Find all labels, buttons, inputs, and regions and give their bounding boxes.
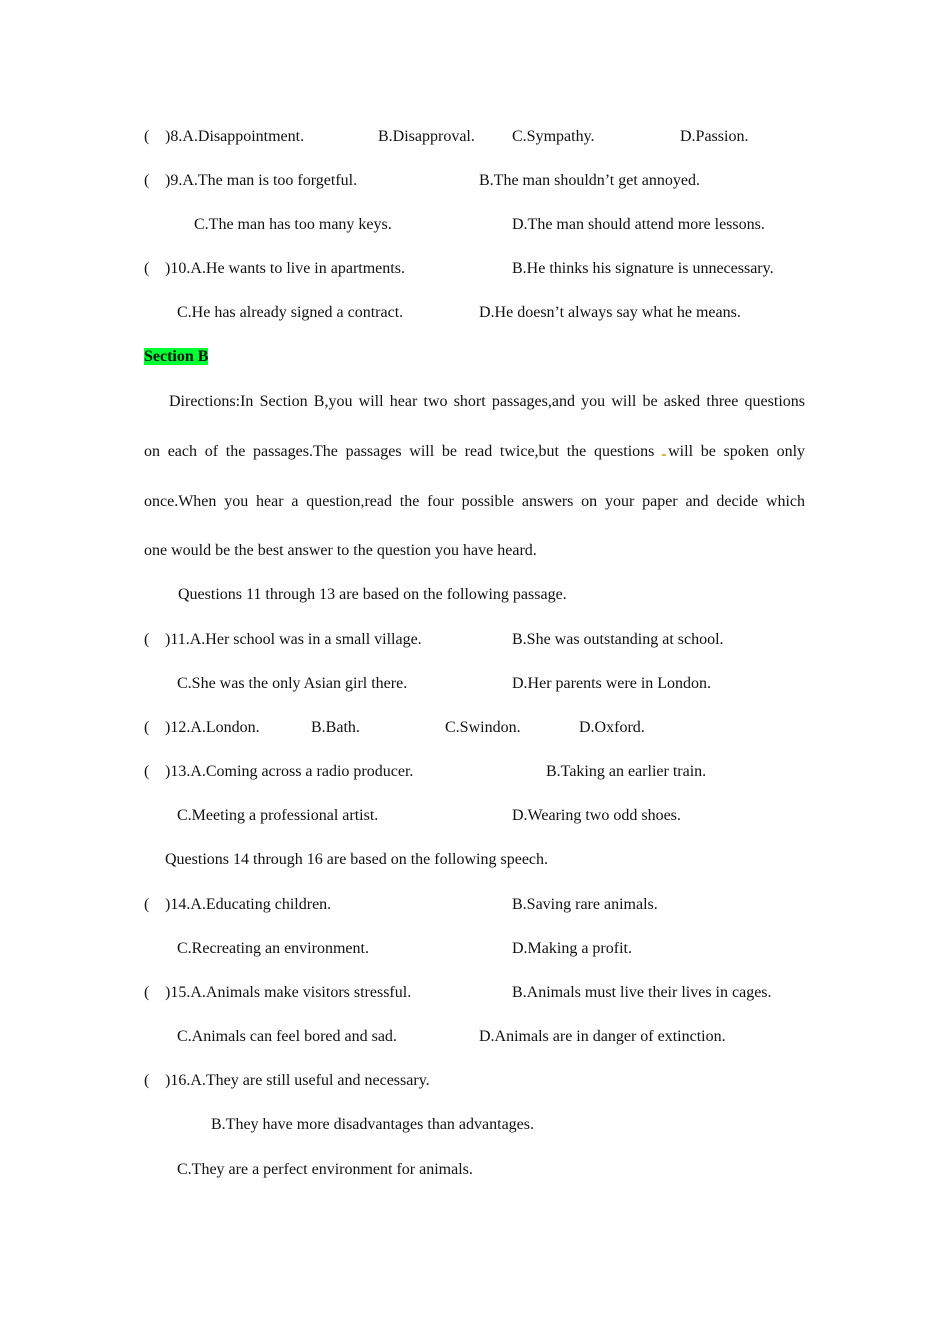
q12-option-a: )12.A.London.: [165, 719, 260, 736]
q14-option-b: B.Saving rare animals.: [512, 896, 658, 913]
directions-line-4: one would be the best answer to the question you have heard.: [144, 542, 537, 559]
q15-option-b: B.Animals must live their lives in cages.: [512, 984, 772, 1001]
section-b-heading: [144, 347, 208, 367]
q8-option-a: )8.A.Disappointment.: [165, 128, 305, 145]
q10-option-b: B.He thinks his signature is unnecessary.: [512, 260, 774, 277]
directions-line-2: [144, 442, 805, 462]
mark-icon: [662, 454, 666, 456]
q16-option-a: )16.A.They are still useful and necessary.: [165, 1072, 430, 1089]
q11-option-d: D.Her parents were in London.: [512, 675, 712, 692]
section-b-label: Section B: [144, 348, 209, 365]
q12-paren: (: [144, 719, 150, 736]
directions-line-2a: on each of the passages.The passages will be read twice,but the questions: [144, 443, 655, 460]
q13-paren: (: [144, 763, 150, 780]
q8-option-d: D.Passion.: [680, 128, 749, 145]
q9-option-a: )9.A.The man is too forgetful.: [165, 172, 358, 189]
q14-option-d: D.Making a profit.: [512, 940, 632, 957]
q9-option-c: C.The man has too many keys.: [194, 216, 392, 233]
q15-option-c: C.Animals can feel bored and sad.: [177, 1028, 397, 1045]
q14-option-c: C.Recreating an environment.: [177, 940, 369, 957]
q11-option-c: C.She was the only Asian girl there.: [177, 675, 408, 692]
q10-option-a: )10.A.He wants to live in apartments.: [165, 260, 405, 277]
q15-option-d: D.Animals are in danger of extinction.: [479, 1028, 726, 1045]
q8-option-c: C.Sympathy.: [512, 128, 595, 145]
q15-paren: (: [144, 984, 150, 1001]
q8-paren: (: [144, 128, 150, 145]
q15-option-a: )15.A.Animals make visitors stressful.: [165, 984, 412, 1001]
q16-paren: (: [144, 1072, 150, 1089]
q12-option-c: C.Swindon.: [445, 719, 521, 736]
q12-option-b: B.Bath.: [311, 719, 360, 736]
q14-paren: (: [144, 896, 150, 913]
directions-line-3: once.When you hear a question,read the four possible answers on your paper and decide which: [144, 493, 805, 510]
q10-paren: (: [144, 260, 150, 277]
q14-option-a: )14.A.Educating children.: [165, 896, 332, 913]
q13-option-d: D.Wearing two odd shoes.: [512, 807, 681, 824]
q11-paren: (: [144, 631, 150, 648]
q12-option-d: D.Oxford.: [579, 719, 645, 736]
passage-2-intro: Questions 14 through 16 are based on the following speech.: [165, 851, 549, 868]
q10-option-c: C.He has already signed a contract.: [177, 304, 404, 321]
q16-option-b: B.They have more disadvantages than advantages.: [211, 1116, 534, 1133]
q9-paren: (: [144, 172, 150, 189]
q8-option-b: B.Disapproval.: [378, 128, 475, 145]
q13-option-b: B.Taking an earlier train.: [546, 763, 707, 780]
q11-option-a: )11.A.Her school was in a small village.: [165, 631, 422, 648]
passage-1-intro: Questions 11 through 13 are based on the following passage.: [178, 586, 567, 603]
q16-option-c: C.They are a perfect environment for animals.: [177, 1161, 473, 1178]
q9-option-b: B.The man shouldn’t get annoyed.: [479, 172, 700, 189]
q9-option-d: D.The man should attend more lessons.: [512, 216, 765, 233]
q11-option-b: B.She was outstanding at school.: [512, 631, 724, 648]
q13-option-c: C.Meeting a professional artist.: [177, 807, 379, 824]
q13-option-a: )13.A.Coming across a radio producer.: [165, 763, 414, 780]
directions-line-1: Directions:In Section B,you will hear two short passages,and you will be asked three questions: [169, 393, 805, 410]
directions-line-2b: will be spoken only: [668, 443, 806, 460]
q10-option-d: D.He doesn’t always say what he means.: [479, 304, 741, 321]
